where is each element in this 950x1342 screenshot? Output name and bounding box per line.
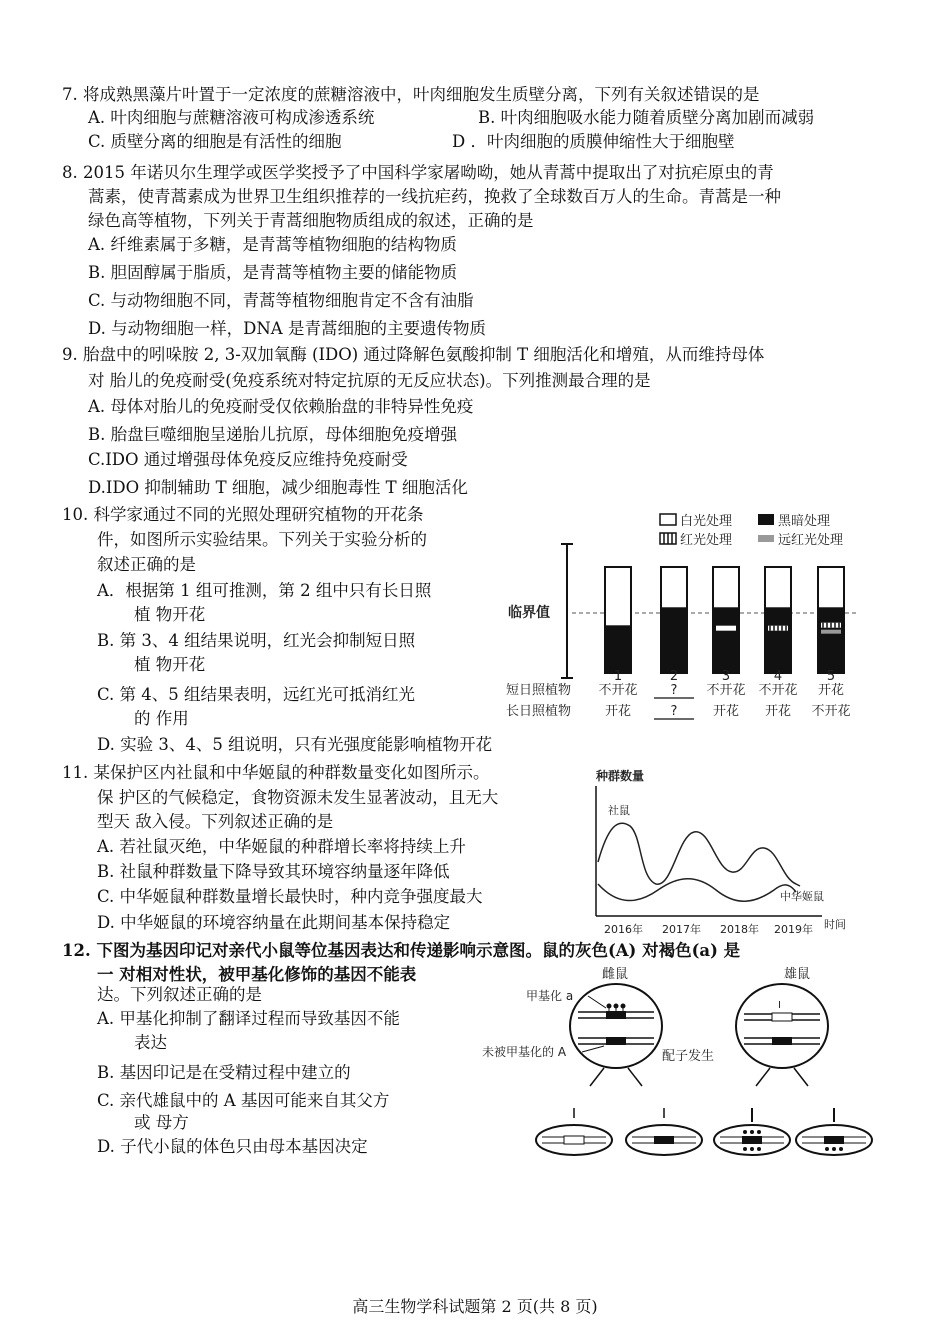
gamete-2 (626, 1108, 702, 1155)
q10-stem-line1: 10. 科学家通过不同的光照处理研究植物的开花条 (62, 505, 424, 524)
male-label: 雄鼠 (784, 967, 811, 982)
year-label: 2019年 (774, 923, 813, 936)
legend-white-swatch (660, 514, 676, 525)
q12-option-a-line2: 表达 (134, 1033, 167, 1052)
q11-stem-line1: 11. 某保护区内社鼠和中华姬鼠的种群数量变化如图所示。 (62, 763, 490, 782)
q10-option-b-line1: B. 第 3、4 组结果说明，红光会抑制短日照 (97, 631, 416, 650)
q11-stem-line3: 型天 敌入侵。下列叙述正确的是 (97, 812, 334, 831)
q9-stem-line2: 对 胎儿的免疫耐受(免疫系统对特定抗原的无反应状态)。下列推测最合理的是 (88, 371, 651, 390)
legend-white-label: 白光处理 (680, 514, 733, 529)
short-day-result: 不开花 (706, 683, 746, 698)
short-day-result: 不开花 (598, 683, 638, 698)
q8-option-a: A. 纤维素属于多糖，是青蒿等植物细胞的结构物质 (88, 235, 457, 254)
q11-option-d: D. 中华姬鼠的环境容纳量在此期间基本保持稳定 (97, 913, 451, 932)
male-cell (736, 984, 828, 1068)
group-number: 3 (721, 669, 731, 684)
q8-option-d: D. 与动物细胞一样，DNA 是青蒿细胞的主要遗传物质 (88, 319, 486, 338)
threshold-label: 临界值 (508, 605, 550, 621)
q10-option-b-line2: 植 物开花 (134, 655, 206, 674)
q8-option-b: B. 胆固醇属于脂质，是青蒿等植物主要的储能物质 (88, 263, 458, 282)
q12-option-d: D. 子代小鼠的体色只由母本基因决定 (97, 1137, 368, 1156)
gamete-1 (536, 1108, 612, 1155)
bar-dark-group-5 (818, 607, 844, 673)
methylated-a-label: 甲基化 a (526, 989, 574, 1003)
group-number: 2 (669, 669, 679, 684)
legend-farred-label: 远红光处理 (778, 533, 844, 548)
farred-mark-group-5 (821, 630, 841, 634)
series-label-shishu: 社鼠 (608, 804, 630, 817)
figure-10-flowering-chart (500, 506, 860, 720)
q12-option-b: B. 基因印记是在受精过程中建立的 (97, 1063, 351, 1082)
bar-dark-group-3 (713, 607, 739, 673)
long-day-result: 开花 (604, 704, 632, 719)
legend-red-label: 红光处理 (680, 533, 733, 548)
q11-option-c: C. 中华姬鼠种群数量增长最快时，种内竞争强度最大 (97, 887, 483, 906)
q10-stem-line3: 叙述正确的是 (97, 555, 196, 574)
y-axis-label: 种群数量 (596, 769, 645, 783)
q10-option-c-line2: 的 作用 (134, 709, 189, 728)
unmethylated-A-label: 未被甲基化的 A (482, 1045, 567, 1059)
legend-dark-label: 黑暗处理 (778, 514, 831, 529)
long-day-result: 不开花 (811, 704, 851, 719)
q12-option-c-line2: 或 母方 (134, 1113, 189, 1132)
female-label: 雌鼠 (602, 967, 629, 982)
q10-option-c-line1: C. 第 4、5 组结果表明，远红光可抵消红光 (97, 685, 416, 704)
red-light-mark-group-3 (716, 626, 736, 631)
q12-option-c-line1: C. 亲代雄鼠中的 A 基因可能来自其父方 (97, 1091, 390, 1110)
row-label-long-day: 长日照植物 (506, 704, 572, 719)
series-line-zhonghuajishu (598, 879, 796, 902)
long-day-result: ? (670, 704, 678, 719)
q7-option-b: B. 叶肉细胞吸水能力随着质壁分离加剧而减弱 (478, 108, 815, 127)
q8-stem-line2: 蒿素，使青蒿素成为世界卫生组织推荐的一线抗疟药，挽救了全球数百万人的生命。青蒿是一种 (88, 187, 781, 206)
gamete-formation-label: 配子发生 (662, 1049, 715, 1064)
series-line-shishu (598, 823, 800, 886)
q7-option-c: C. 质壁分离的细胞是有活性的细胞 (88, 132, 342, 151)
group-number: 1 (613, 669, 623, 684)
q9-stem-line1: 9. 胎盘中的吲哚胺 2, 3-双加氧酶 (IDO) 通过降解色氨酸抑制 T 细胞活化和增殖，从而维持母体 (62, 345, 765, 364)
q8-option-c: C. 与动物细胞不同，青蒿等植物细胞肯定不含有油脂 (88, 291, 474, 310)
bar-dark-group-4 (765, 607, 791, 673)
year-label: 2017年 (662, 923, 701, 936)
q12-option-a-line1: A. 甲基化抑制了翻译过程而导致基因不能 (97, 1009, 400, 1028)
year-label: 2016年 (604, 923, 643, 936)
q11-option-b: B. 社鼠种群数量下降导致其环境容纳量逐年降低 (97, 862, 450, 881)
legend-farred-swatch (758, 535, 774, 542)
bar-dark-group-2 (661, 607, 687, 673)
q10-option-a-line1: A．根据第 1 组可推测，第 2 组中只有长日照 (97, 581, 432, 600)
q7-stem: 7. 将成熟黑藻片叶置于一定浓度的蔗糖溶液中，叶肉细胞发生质壁分离，下列有关叙述错误的是 (62, 85, 760, 104)
q8-stem-line3: 绿色高等植物，下列关于青蒿细胞物质组成的叙述，正确的是 (88, 211, 534, 230)
q9-option-d: D.IDO 抑制辅助 T 细胞，减少细胞毒性 T 细胞活化 (88, 478, 468, 497)
row-label-short-day: 短日照植物 (506, 683, 572, 698)
group-number: 4 (773, 669, 783, 684)
q10-stem-line2: 件，如图所示实验结果。下列关于实验分析的 (97, 530, 427, 549)
short-day-result: 开花 (817, 683, 845, 698)
year-label: 2018年 (720, 923, 759, 936)
q12-stem-line2: 一 对相对性状，被甲基化修饰的基因不能表 (97, 965, 417, 984)
female-cell (570, 984, 662, 1068)
q9-option-b: B. 胎盘巨噬细胞呈递胎儿抗原，母体细胞免疫增强 (88, 425, 458, 444)
series-label-zhonghuajishu: 中华姬鼠 (780, 890, 824, 903)
q9-option-a: A. 母体对胎儿的免疫耐受仅依赖胎盘的非特异性免疫 (88, 397, 474, 416)
q9-option-c: C.IDO 通过增强母体免疫反应维持免疫耐受 (88, 450, 408, 469)
figure-12-imprinting-diagram (478, 962, 878, 1162)
q8-stem-line1: 8. 2015 年诺贝尔生理学或医学奖授予了中国科学家屠呦呦，她从青蒿中提取出了对抗疟原虫的青 (62, 163, 774, 182)
short-day-result: ? (670, 683, 678, 698)
figure-11-population-chart (578, 766, 846, 938)
q10-option-a-line2: 植 物开花 (134, 605, 206, 624)
group-number: 5 (826, 669, 836, 684)
bar-dark-group-1 (605, 625, 631, 673)
q11-option-a: A. 若社鼠灭绝，中华姬鼠的种群增长率将持续上升 (97, 837, 466, 856)
q12-stem-line3: 达。下列叙述正确的是 (97, 985, 262, 1004)
legend-dark-swatch (758, 514, 774, 525)
q7-option-a: A. 叶肉细胞与蔗糖溶液可构成渗透系统 (88, 108, 375, 127)
long-day-result: 开花 (764, 704, 792, 719)
q10-option-d: D. 实验 3、4、5 组说明，只有光强度能影响植物开花 (97, 735, 493, 754)
q7-option-d: D ．叶肉细胞的质膜伸缩性大于细胞壁 (452, 132, 735, 151)
short-day-result: 不开花 (758, 683, 798, 698)
q11-stem-line2: 保 护区的气候稳定，食物资源未发生显著波动，且无大 (97, 788, 499, 807)
male-gene-mark: I (778, 1000, 781, 1011)
page-footer: 高三生物学科试题第 2 页(共 8 页) (352, 1297, 598, 1316)
q12-stem-line1: 12. 下图为基因印记对亲代小鼠等位基因表达和传递影响示意图。鼠的灰色(A) 对褐色(a) 是 (62, 941, 741, 960)
x-axis-label: 时间 (824, 918, 846, 931)
gamete-3 (714, 1108, 790, 1155)
long-day-result: 开花 (712, 704, 740, 719)
gamete-4 (796, 1108, 872, 1155)
